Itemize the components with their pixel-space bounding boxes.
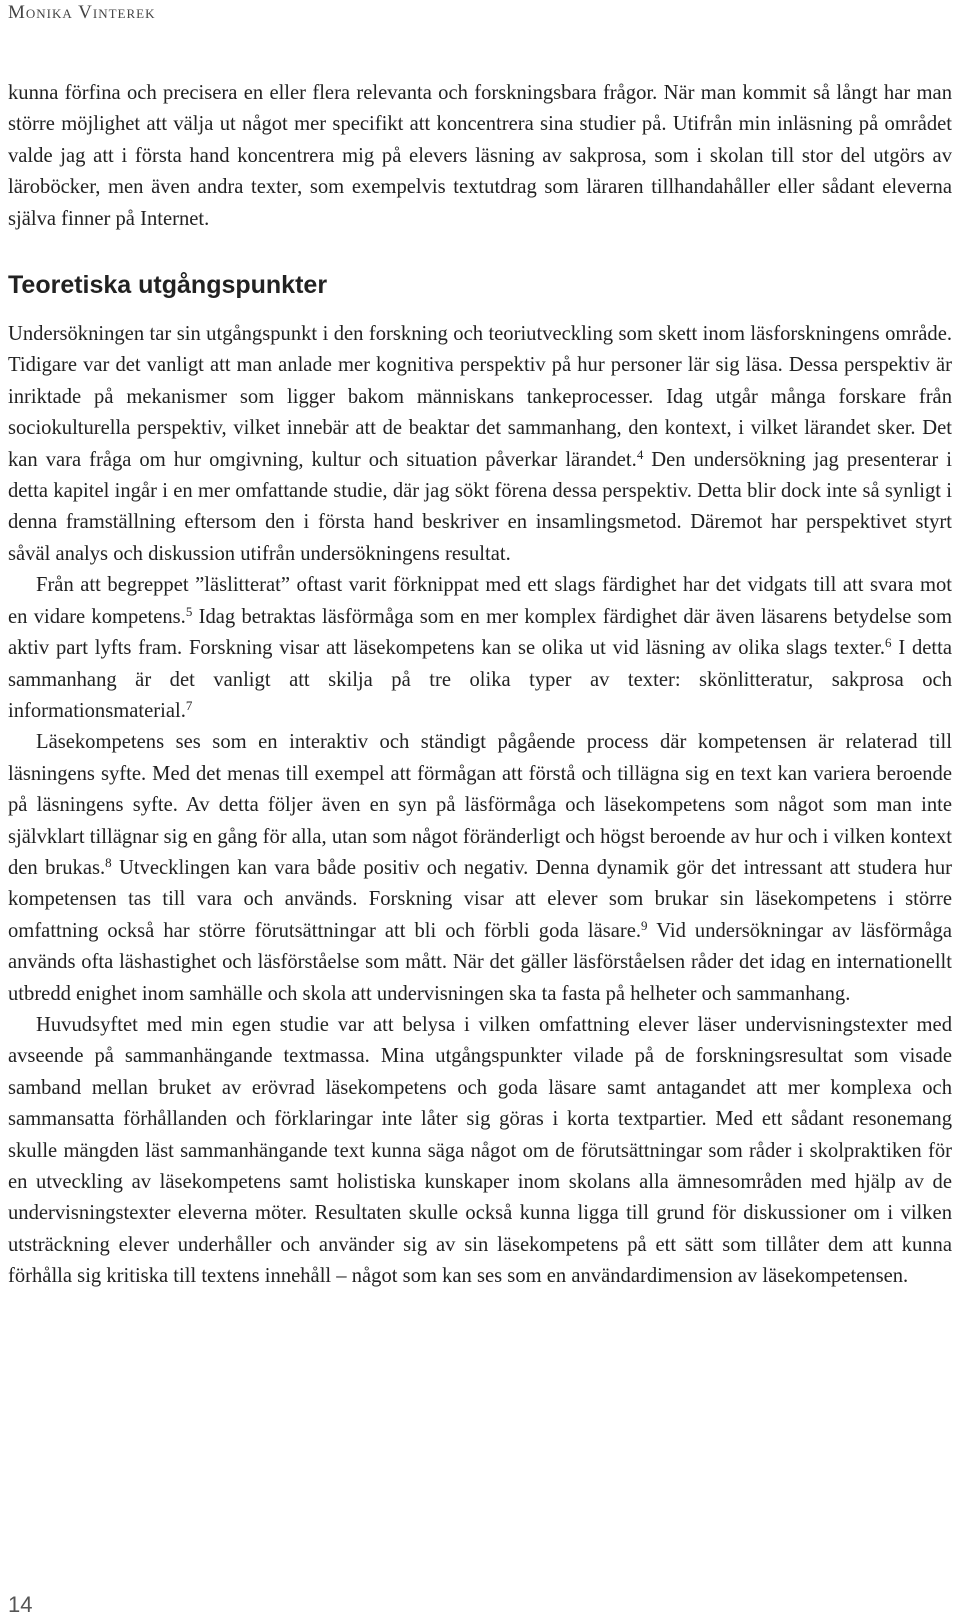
paragraph-2-text-a: Från att begreppet ”läslitterat” oftast varit förknippat med ett slags färdighet har det vidgats till att svara mot en vidare kompetens. — [8, 574, 952, 628]
intro-paragraph: kunna förfina och precisera en eller flera relevanta och forskningsbara frågor. När man kommit så långt har man större möjlighet att välja ut något mer specifikt att koncentrera sina studier på. Utifrån min inläsning på området valde jag att i första hand koncentrera mig på elevers läsning av sakprosa, som i skolan till stor del utgörs av läroböcker, men även andra texter, som exempelvis textutdrag som läraren tillhandahåller eller sådant eleverna själva finner på Internet. — [8, 82, 952, 230]
paragraph-1-text-b: Den undersökning jag presenterar i detta kapitel ingår i en mer omfattande studie, där jag sökt förena dessa perspektiv. Detta blir dock inte så synligt i denna framställning eftersom den i första hand beskriver en insamlingsmetod. Däremot har perspektivet styrt såväl analys och diskussion utifrån undersökningens resultat. — [8, 448, 952, 565]
section-heading: Teoretiska utgångspunkter — [8, 271, 328, 300]
paragraph-3-text-b: Utvecklingen kan vara både positiv och negativ. Denna dynamik gör det intressant att studera hur kompetensen tas till vara och används. Forskning visar att elever som brukar sin läsekompetens i större omfattning också har större förutsättningar att bli och förbli goda läsare. — [8, 856, 952, 942]
footnote-ref: 7 — [185, 697, 193, 713]
paragraph-2-text-b: Idag betraktas läsförmåga som en mer komplex färdighet där även läsarens betydelse som aktiv part lyfts fram. Forskning visar att läsekompetens kan se olika ut vid läsning av olika slags texter. — [8, 605, 952, 660]
footnote-ref: 4 — [636, 446, 644, 462]
running-head: Monika Vinterek — [8, 2, 156, 23]
footnote-ref: 9 — [641, 917, 648, 933]
paragraph-2-text-c: I detta sammanhang är det vanligt att skilja på tre olika typer av texter: skönlitteratur, sakprosa och informationsmaterial. — [8, 637, 952, 722]
page-body — [8, 78, 952, 1293]
paragraph-1-text-a: Undersökningen tar sin utgångspunkt i den forskning och teoriutveckling som skett inom läsforskningens område. Tidigare var det vanligt att man anlade mer kognitiva perspektiv på hur personer lär sig läsa. Dessa perspektiv är inriktade på mekanismer som ligger bakom människans tankeprocesser. Idag utgår många forskare från sociokulturella perspektiv, vilket innebär att de beaktar det sammanhang, den kontext, i vilket lärandet sker. Det kan vara fråga om hur omgivning, kultur och situation påverkar lärandet. — [8, 323, 952, 471]
footnote-ref: 5 — [185, 603, 193, 619]
footnote-ref: 8 — [105, 854, 112, 870]
footnote-ref: 6 — [885, 635, 892, 651]
paragraph-3-text-a: Läsekompetens ses som en interaktiv och ständigt pågående process där kompetensen är relaterad till läsningens syfte. Med det menas till exempel att förmågan att förstå och tillägna sig en text kan variera beroende på läsningens syfte. Av detta följer även en syn på läsförmåga och läsekompetens som något som man inte självklart tillägnar sig en gång för alla, utan som något föränderligt och högst beroende av hur och i vilken kontext den brukas. — [8, 731, 952, 879]
paragraph-1 — [8, 319, 952, 570]
paragraph-3-text-c: Vid undersökningar av läsförmåga används ofta läshastighet och läsförståelse som mått. När det gäller läsförståelsen råder det idag en internationellt utbredd enighet inom samhälle och skola att undervisningen ska ta fasta på helheter och sammanhang. — [8, 919, 952, 1005]
paragraph-4: Huvudsyftet med min egen studie var att belysa i vilken omfattning elever läser undervisningstexter med avseende på sammanhängande textmassa. Mina utgångspunkter vilade på de forskningsresultat som visade samband mellan bruket av erövrad läsekompetens och goda läsare samt antagandet att mer komplexa och sammansatta förhållanden och förklaringar inte låter sig göras i korta textpartier. Med ett sådant resonemang skulle mängden läst sammanhängande text kunna säga något om de förutsättningar som råder i skolpraktiken för en utveckling av läsekompetens samt holistiska kunskaper inom skolans alla ämnesområden med hjälp av de undervisningstexter eleverna möter. Resultaten skulle också kunna ligga till grund för diskussioner om i vilken utsträckning elever underhåller och använder sig av sin läsekompetens på ett sätt som tillåter dem att kunna förhålla sig kritiska till textens innehåll – något som kan ses som en användardimension av läsekompetensen. — [8, 1013, 952, 1288]
paragraph-2 — [8, 570, 952, 727]
page-number: 14 — [8, 1592, 33, 1617]
paragraph-3 — [8, 727, 952, 1010]
